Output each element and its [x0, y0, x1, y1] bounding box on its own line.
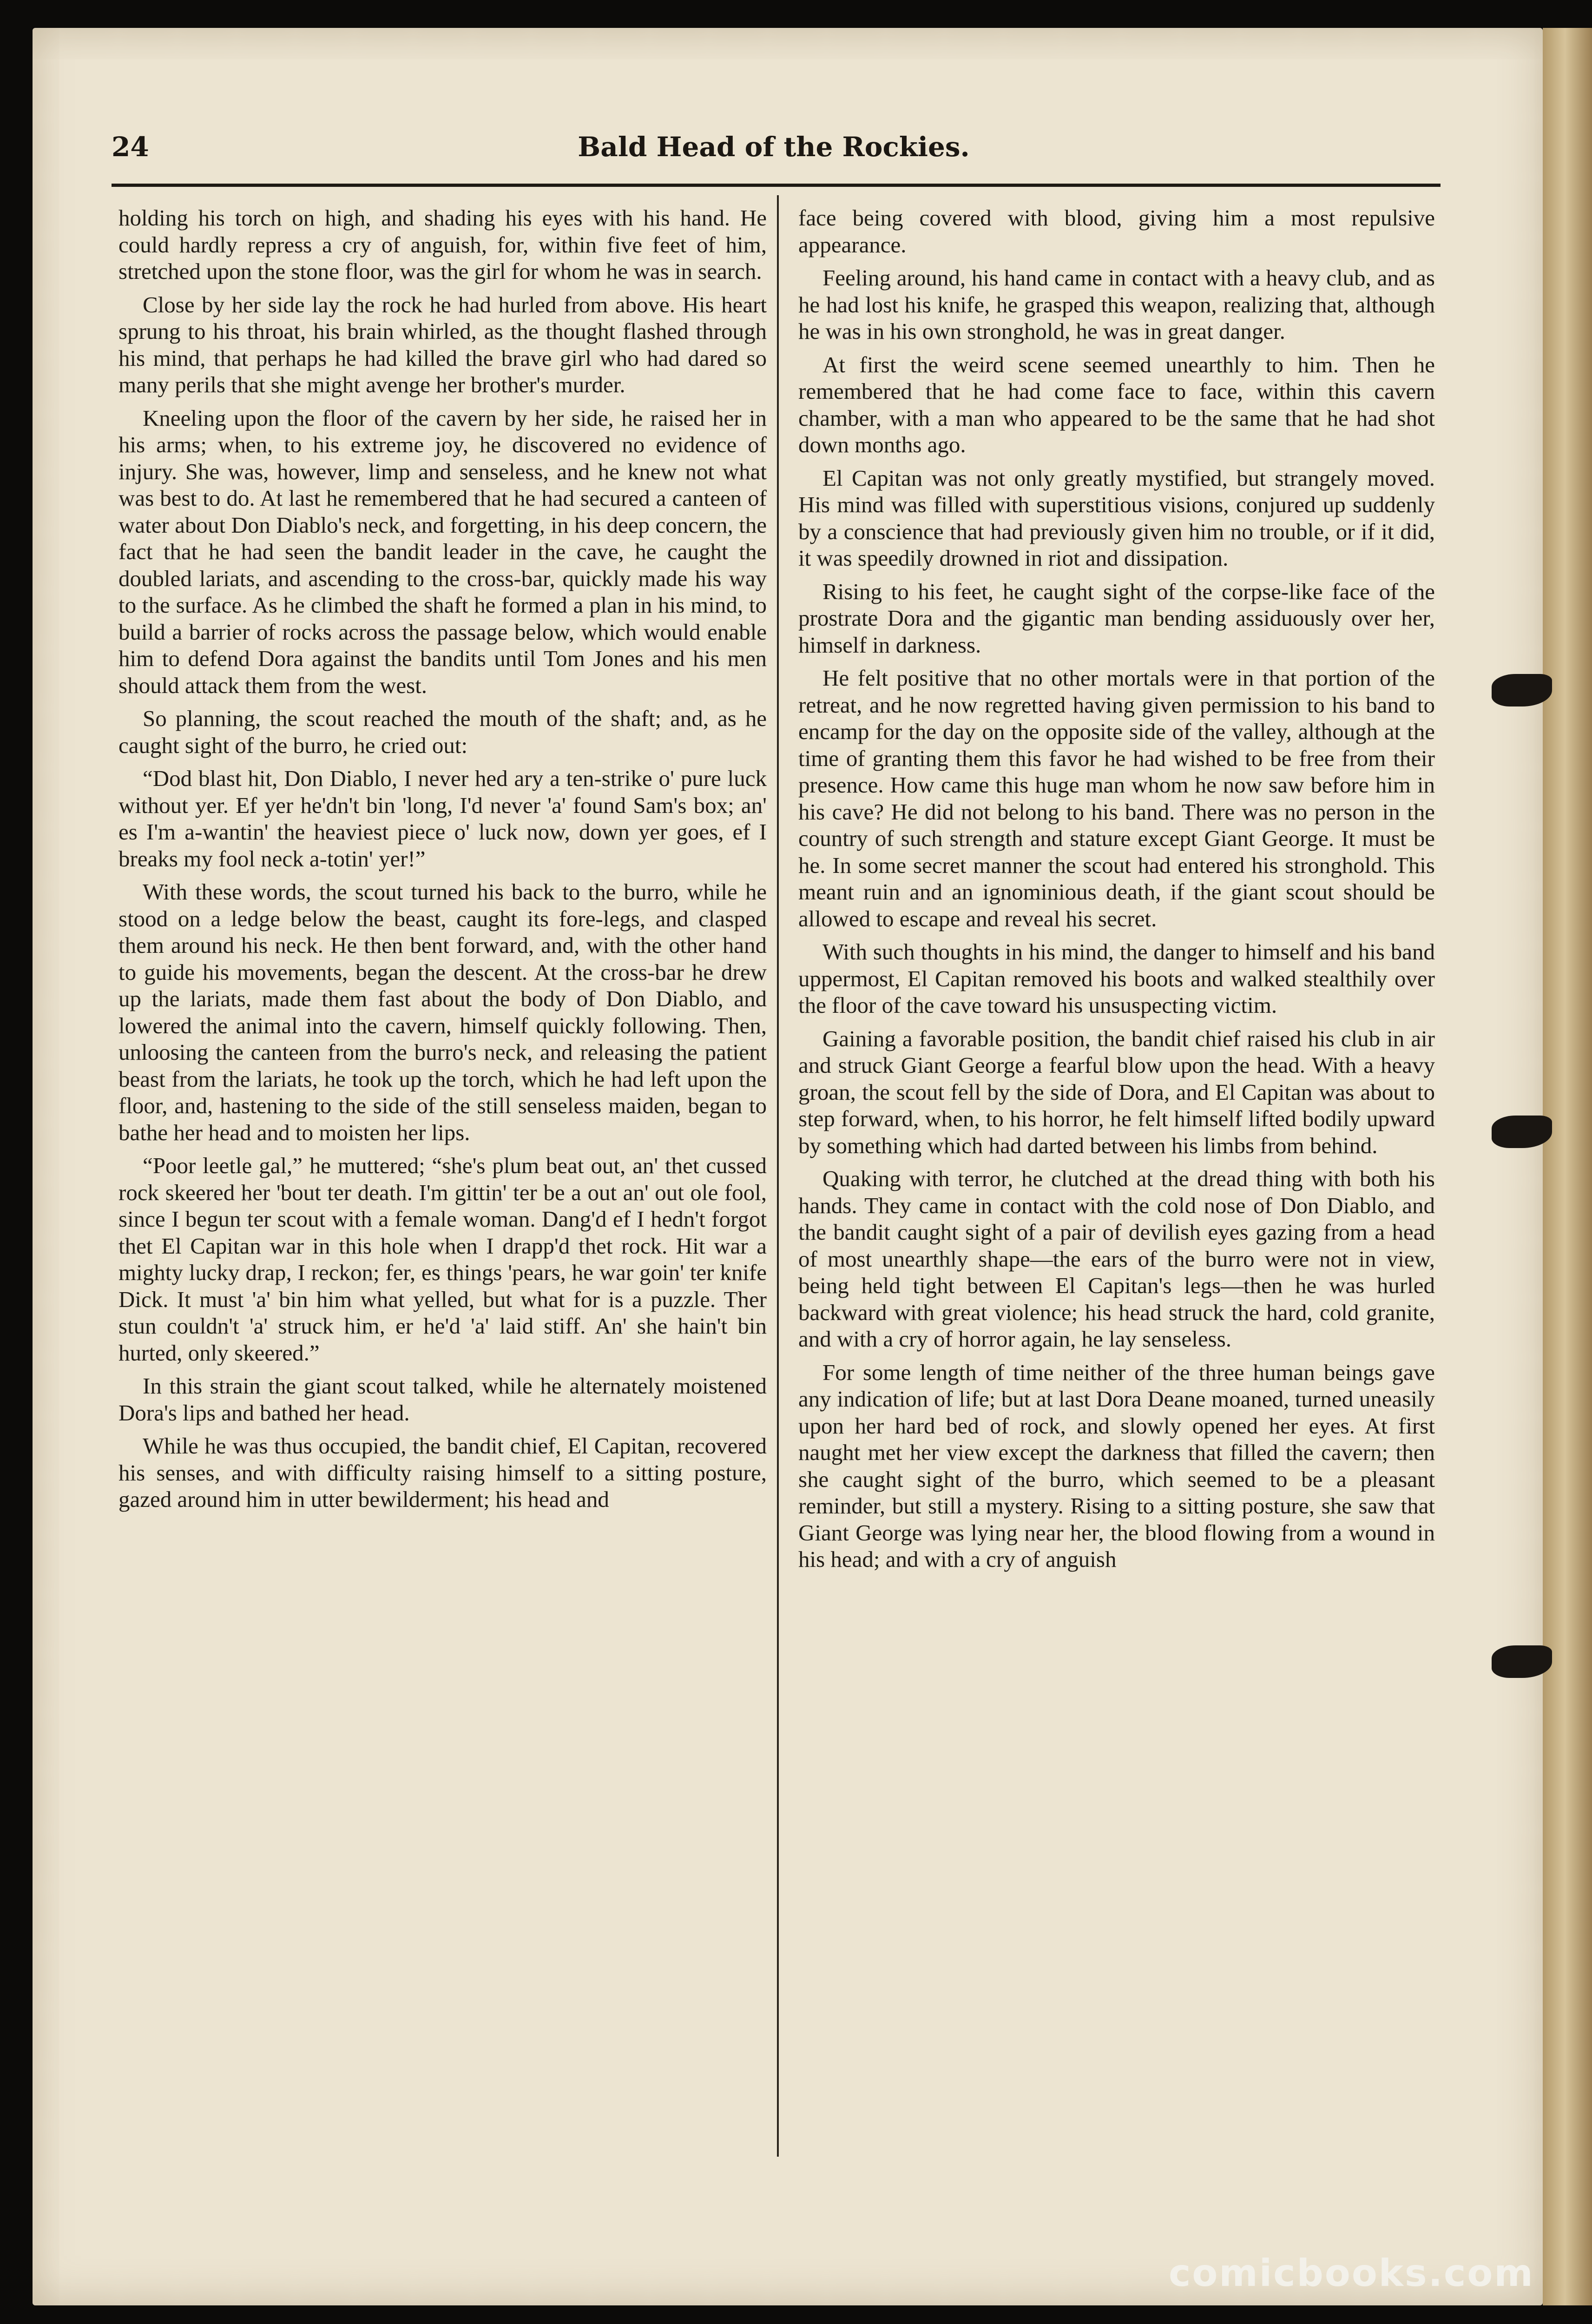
binding-tear — [1492, 674, 1552, 706]
column-divider — [777, 195, 779, 2157]
paragraph: face being covered with blood, giving him a most repulsive appearance. — [798, 205, 1435, 257]
paragraph: With these words, the scout turned his back to the burro, while he stood on a ledge below the beast, caught its fore-legs, and clasped them around his neck. He then bent forward, and, with the other hand to guide his movements, began the descent. At the cross-bar he drew up the lariats, made them fast about the body of Don Diablo, and lowered the animal into the cavern, himself quickly following. Then, unloosing the canteen from the burro's neck, and releasing the patient beast from the lariats, he took up the torch, which he had left upon the floor, and, hastening to the side of the still senseless maiden, began to bathe her head and to moisten her lips. — [118, 879, 767, 1145]
header-rule — [112, 184, 1441, 187]
paragraph: Feeling around, his hand came in contact with a heavy club, and as he had lost his knife, he grasped this weapon, realizing that, although he was in his own stronghold, he was in great danger. — [798, 265, 1435, 344]
paragraph: Gaining a favorable position, the bandit chief raised his club in air and struck Giant George a fearful blow upon the head. With a heavy groan, the scout fell by the side of Dora, and El Capitan was about to step forward, when, to his horror, he felt himself lifted bodily upward by something which had darted between his limbs from behind. — [798, 1025, 1435, 1158]
page-header — [112, 131, 1436, 175]
paragraph: At first the weird scene seemed unearthly to him. Then he remembered that he had come face to face, within this cavern chamber, with a man who appeared to be the same that he had shot down months ago. — [798, 351, 1435, 457]
paragraph: For some length of time neither of the three human beings gave any indication of life; but at last Dora Deane moaned, turned uneasily upon her hard bed of rock, and slowly opened her eyes. At first naught met her view except the darkness that filled the cavern; then she caught sight of the burro, which seemed to be a pleasant reminder, but still a mystery. Rising to a sitting posture, she saw that Giant George was lying near her, the blood flowing from a wound in his head; and with a cry of anguish — [798, 1359, 1435, 1572]
binding-tear — [1492, 1645, 1552, 1678]
binding-tear — [1492, 1116, 1552, 1148]
running-head: Bald Head of the Rockies. — [578, 131, 970, 163]
paragraph: In this strain the giant scout talked, while he alternately moistened Dora's lips and bathed her head. — [118, 1373, 767, 1426]
paragraph: While he was thus occupied, the bandit chief, El Capitan, recovered his senses, and with difficulty raising himself to a sitting posture, gazed around him in utter bewilderment; his head and — [118, 1433, 767, 1512]
watermark: comicbooks.com — [1169, 2251, 1534, 2295]
left-column — [118, 205, 767, 1519]
page-number: 24 — [112, 131, 149, 163]
paragraph: “Dod blast hit, Don Diablo, I never hed ary a ten-strike o' pure luck without yer. Ef yer he'dn't bin 'long, I'd never 'a' found Sam's box; an' es I'm a-wantin' the heaviest piece o' luck now, down yer goes, ef I breaks my fool neck a-totin' yer!” — [118, 766, 767, 872]
paragraph: He felt positive that no other mortals were in that portion of the retreat, and he now regretted having given permission to his band to encamp for the day on the opposite side of the valley, although at the time of granting them this favor he had wished to be free from their presence. How came this huge man whom he now saw before him in his cave? He did not belong to his band. There was no person in the country of such strength and stature except Giant George. It must be he. In some secret manner the scout had entered his stronghold. This meant ruin and an ignominious death, if the giant scout should be allowed to escape and reveal his secret. — [798, 665, 1435, 931]
paragraph: El Capitan was not only greatly mystified, but strangely moved. His mind was filled with superstitious visions, conjured up suddenly by a conscience that had previously given him no trouble, or if it did, it was speedily drowned in riot and dissipation. — [798, 465, 1435, 571]
paragraph: Kneeling upon the floor of the cavern by her side, he raised her in his arms; when, to his extreme joy, he discovered no evidence of injury. She was, however, limp and senseless, and he knew not what was best to do. At last he remembered that he had secured a canteen of water about Don Diablo's neck, and forgetting, in his deep concern, the fact that he had seen the bandit leader in the cave, he caught the doubled lariats, and ascending to the cross-bar, quickly made his way to the surface. As he climbed the shaft he formed a plan in his mind, to build a barrier of rocks across the passage below, which would enable him to defend Dora against the bandits until Tom Jones and his men should attack them from the west. — [118, 405, 767, 698]
paragraph: So planning, the scout reached the mouth of the shaft; and, as he caught sight of the burro, he cried out: — [118, 706, 767, 758]
paragraph: Close by her side lay the rock he had hurled from above. His heart sprung to his throat, his brain whirled, as the thought flashed through his mind, that perhaps he had killed the brave girl who had dared so many perils that she might avenge her brother's murder. — [118, 291, 767, 397]
binding-spine — [1543, 28, 1592, 2305]
paragraph: With such thoughts in his mind, the danger to himself and his band uppermost, El Capitan removed his boots and walked stealthily over the floor of the cave toward his unsuspecting victim. — [798, 939, 1435, 1018]
paragraph: Quaking with terror, he clutched at the dread thing with both his hands. They came in contact with the cold nose of Don Diablo, and the bandit caught sight of a pair of devilish eyes gazing from a head of most unearthly shape—the ears of the burro were not in view, being held tight between El Capitan's legs—then he was hurled backward with great violence; his head struck the hard, cold granite, and with a cry of horror again, he lay senseless. — [798, 1166, 1435, 1352]
right-column — [798, 205, 1435, 1579]
paragraph: Rising to his feet, he caught sight of the corpse-like face of the prostrate Dora and the gigantic man bending assiduously over her, himself in darkness. — [798, 578, 1435, 658]
paragraph: “Poor leetle gal,” he muttered; “she's plum beat out, an' thet cussed rock skeered her 'bout ter death. I'm gittin' ter be a out an' out ole fool, since I begun ter scout with a female woman. Dang'd ef I hedn't forgot thet El Capitan war in this hole when I drapp'd thet rock. Hit war a mighty lucky drap, I reckon; fer, es things 'pears, he war goin' ter knife Dick. It must 'a' bin him what yelled, but what for is a puzzle. Ther stun couldn't 'a' struck him, er he'd 'a' laid stiff. An' she hain't bin hurted, only skeered.” — [118, 1153, 767, 1366]
paragraph: holding his torch on high, and shading his eyes with his hand. He could hardly repress a cry of anguish, for, within five feet of him, stretched upon the stone floor, was the girl for whom he was in search. — [118, 205, 767, 284]
